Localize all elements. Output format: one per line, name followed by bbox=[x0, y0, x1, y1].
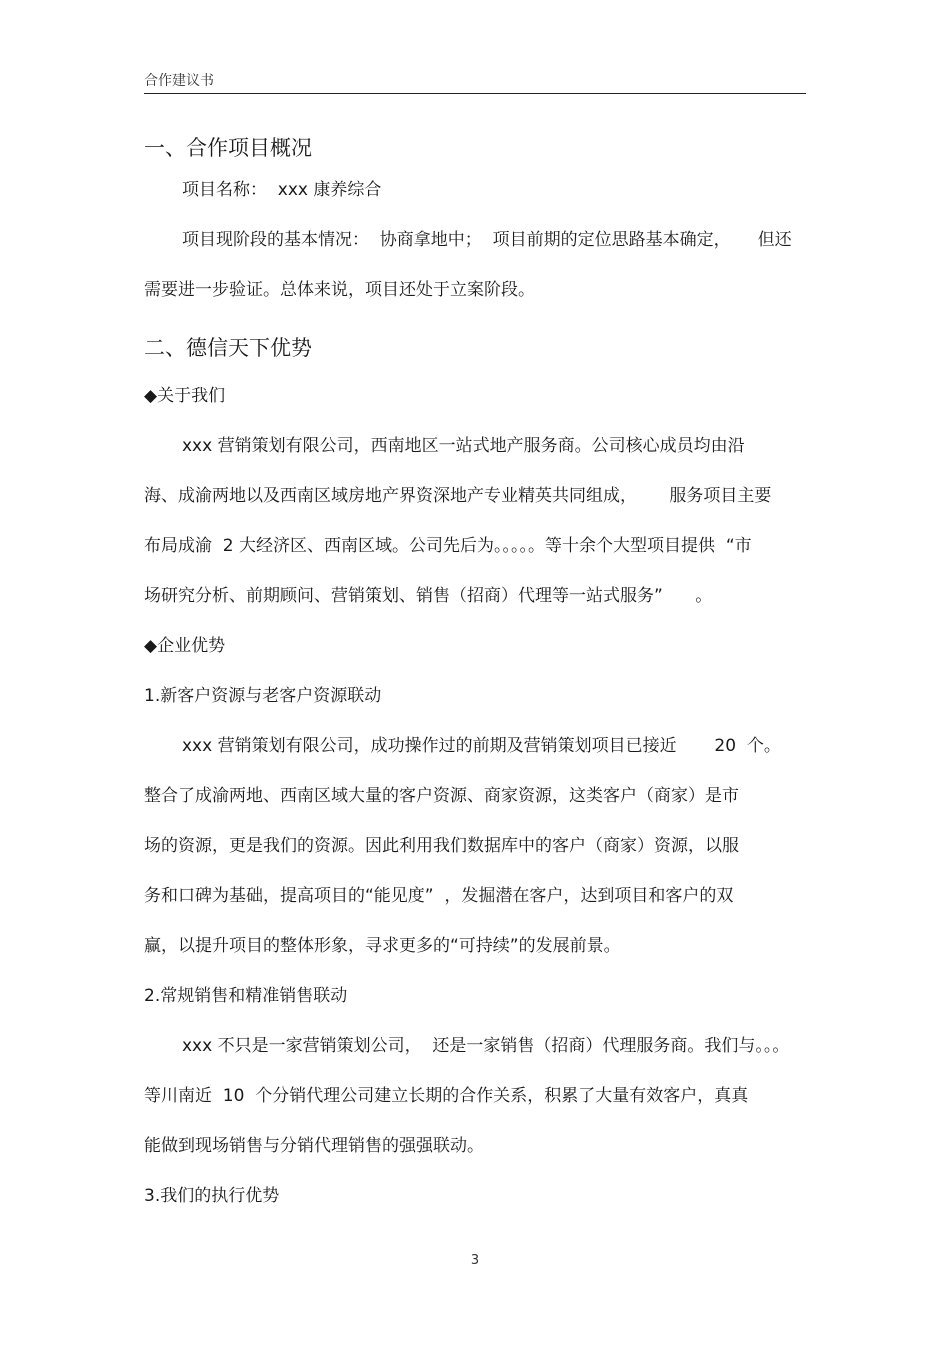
advantage-3-title: 3.我们的执行优势 bbox=[144, 1186, 280, 1206]
about-us-title: ◆关于我们 bbox=[144, 386, 226, 406]
header-divider bbox=[144, 93, 806, 94]
project-status-line-2: 需要进一步验证。总体来说，项目还处于立案阶段。 bbox=[144, 280, 535, 300]
section2-heading: 二、德信天下优势 bbox=[144, 336, 312, 360]
advantages-title: ◆企业优势 bbox=[144, 636, 226, 656]
advantage-2-line-1: xxx 不只是一家营销策划公司， 还是一家销售（招商）代理服务商。我们与。。。 bbox=[182, 1036, 790, 1056]
project-status-line-1: 项目现阶段的基本情况： 协商拿地中； 项目前期的定位思路基本确定， 但还 bbox=[182, 230, 792, 250]
advantage-1-line-3: 场的资源，更是我们的资源。因此利用我们数据库中的客户（商家）资源，以服 bbox=[144, 836, 739, 856]
advantage-1-line-4: 务和口碑为基础，提高项目的“能见度” ，发掘潜在客户，达到项目和客户的双 bbox=[144, 886, 734, 906]
advantage-2-line-2: 等川南近 10 个分销代理公司建立长期的合作关系，积累了大量有效客户，真真 bbox=[144, 1086, 749, 1106]
advantage-2-title: 2.常规销售和精准销售联动 bbox=[144, 986, 348, 1006]
advantage-2-line-3: 能做到现场销售与分销代理销售的强强联动。 bbox=[144, 1136, 484, 1156]
page-number: 3 bbox=[470, 1253, 480, 1268]
advantage-1-title: 1.新客户资源与老客户资源联动 bbox=[144, 686, 382, 706]
about-us-line-2: 海、成渝两地以及西南区域房地产界资深地产专业精英共同组成， 服务项目主要 bbox=[144, 486, 772, 506]
running-header: 合作建议书 bbox=[144, 73, 214, 89]
about-us-line-3: 布局成渝 2 大经济区、西南区域。公司先后为。。。。。等十余个大型项目提供 “市 bbox=[144, 536, 752, 556]
section1-heading: 一、合作项目概况 bbox=[144, 136, 312, 160]
advantage-1-line-1: xxx 营销策划有限公司，成功操作过的前期及营销策划项目已接近 20 个。 bbox=[182, 736, 781, 756]
advantage-1-line-5: 赢，以提升项目的整体形象，寻求更多的“可持续”的发展前景。 bbox=[144, 936, 621, 956]
about-us-line-4: 场研究分析、前期顾问、营销策划、销售（招商）代理等一站式服务” 。 bbox=[144, 586, 713, 606]
about-us-line-1: xxx 营销策划有限公司，西南地区一站式地产服务商。公司核心成员均由沿 bbox=[182, 436, 745, 456]
advantage-1-line-2: 整合了成渝两地、西南区域大量的客户资源、商家资源，这类客户（商家）是市 bbox=[144, 786, 739, 806]
project-name-line: 项目名称： xxx 康养综合 bbox=[182, 180, 382, 200]
